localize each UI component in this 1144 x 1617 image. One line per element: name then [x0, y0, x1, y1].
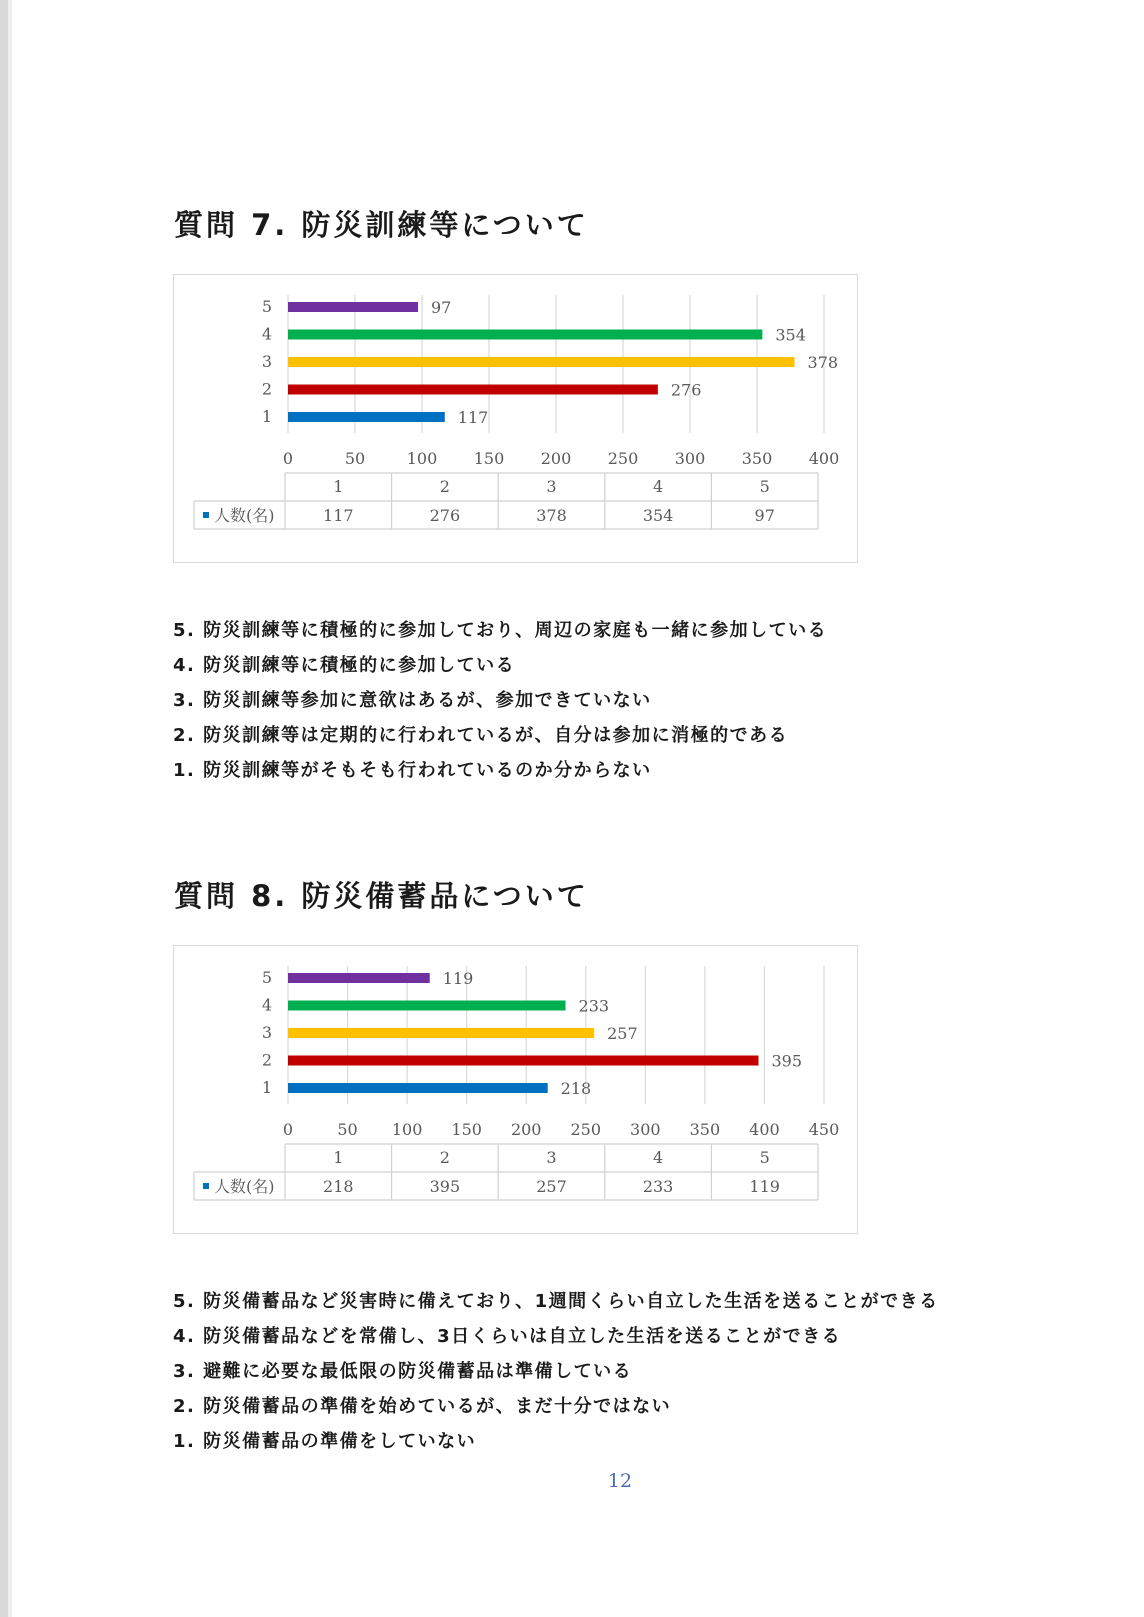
bar	[288, 385, 658, 395]
table-value-cell: 233	[642, 1177, 674, 1196]
data-label: 218	[560, 1079, 592, 1098]
question-8-chart	[173, 945, 858, 1234]
legend-label: 人数(名)	[214, 1177, 275, 1196]
question-7-option-4: 4. 防災訓練等に積極的に参加している	[173, 655, 516, 676]
page-left-edge-shadow	[8, 0, 12, 1617]
question-7-option-2: 2. 防災訓練等は定期的に行われているが、自分は参加に消極的である	[173, 725, 789, 746]
table-header-cell: 5	[759, 477, 770, 496]
page-left-edge	[0, 0, 8, 1617]
x-tick-label: 250	[607, 449, 639, 468]
table-header-cell: 2	[439, 1148, 450, 1167]
table-value-cell: 218	[323, 1177, 354, 1196]
bar	[288, 1001, 566, 1011]
y-tick-label: 5	[261, 968, 272, 987]
page-number: 12	[607, 1470, 633, 1492]
question-8-option-4: 4. 防災備蓄品などを常備し、3日くらいは自立した生活を送ることができる	[173, 1326, 842, 1347]
table-value-cell: 378	[536, 506, 567, 525]
y-tick-label: 4	[261, 324, 272, 344]
y-tick-label: 2	[261, 1050, 272, 1070]
question-8-chart-svg	[174, 946, 857, 1233]
table-header-cell: 1	[333, 1148, 344, 1167]
bar	[288, 357, 795, 367]
question-7-title: 質問 7. 防災訓練等について	[174, 208, 589, 242]
y-tick-label: 1	[261, 407, 272, 426]
table-value-cell: 257	[536, 1177, 567, 1196]
y-tick-label: 3	[261, 352, 272, 371]
data-label: 257	[607, 1024, 638, 1043]
x-tick-label: 100	[406, 449, 438, 468]
data-label: 354	[775, 325, 806, 345]
bar	[288, 412, 445, 422]
y-tick-label: 1	[261, 1078, 272, 1097]
question-7-option-3: 3. 防災訓練等参加に意欲はあるが、参加できていない	[173, 690, 652, 711]
bar	[288, 330, 762, 340]
table-header-cell: 3	[546, 477, 557, 496]
data-label: 378	[807, 353, 839, 372]
bar	[288, 302, 418, 312]
x-tick-label: 50	[337, 1120, 358, 1139]
question-7-option-1: 1. 防災訓練等がそもそも行われているのか分からない	[173, 760, 652, 781]
y-tick-label: 3	[261, 1023, 272, 1042]
table-value-cell: 119	[749, 1177, 780, 1196]
x-tick-label: 200	[510, 1120, 542, 1139]
data-label: 119	[442, 969, 474, 988]
bar	[288, 973, 430, 983]
x-tick-label: 200	[540, 449, 572, 468]
x-tick-label: 150	[473, 449, 505, 468]
question-8-option-5: 5. 防災備蓄品など災害時に備えており、1週間くらい自立した生活を送ることができる	[173, 1291, 939, 1312]
question-8-option-3: 3. 避難に必要な最低限の防災備蓄品は準備している	[173, 1361, 633, 1382]
x-tick-label: 0	[282, 1120, 294, 1139]
bar	[288, 1056, 758, 1066]
bar	[288, 1083, 548, 1093]
x-tick-label: 300	[630, 1120, 661, 1139]
y-tick-label: 5	[261, 297, 272, 316]
data-label: 233	[578, 996, 610, 1016]
data-label: 97	[430, 298, 452, 317]
table-value-cell: 117	[323, 506, 354, 525]
table-header-cell: 4	[653, 1148, 664, 1167]
table-value-cell: 395	[429, 1177, 461, 1196]
question-7-options	[173, 613, 827, 788]
table-value-cell: 276	[429, 506, 461, 525]
legend-marker	[203, 1183, 209, 1189]
x-tick-label: 350	[741, 449, 773, 468]
data-label: 276	[670, 380, 702, 400]
question-8-options	[173, 1284, 939, 1459]
y-tick-label: 2	[261, 379, 272, 399]
question-8-option-1: 1. 防災備蓄品の準備をしていない	[173, 1431, 477, 1452]
question-8-option-2: 2. 防災備蓄品の準備を始めているが、まだ十分ではない	[173, 1396, 672, 1417]
table-header-cell: 5	[759, 1148, 770, 1167]
table-value-cell: 354	[642, 506, 674, 525]
x-tick-label: 0	[282, 449, 294, 468]
y-tick-label: 4	[261, 995, 272, 1015]
x-tick-label: 400	[808, 449, 840, 468]
x-tick-label: 450	[808, 1120, 840, 1139]
table-header-cell: 3	[546, 1148, 557, 1167]
legend-label: 人数(名)	[214, 506, 275, 525]
question-7-option-5: 5. 防災訓練等に積極的に参加しており、周辺の家庭も一緒に参加している	[173, 620, 828, 641]
x-tick-label: 100	[391, 1120, 423, 1139]
table-header-cell: 4	[653, 477, 664, 496]
x-tick-label: 250	[570, 1120, 602, 1139]
table-header-cell: 2	[439, 477, 450, 496]
question-7-chart-svg	[174, 275, 857, 562]
x-tick-label: 150	[451, 1120, 482, 1139]
data-label: 395	[771, 1051, 803, 1071]
data-label: 117	[457, 408, 489, 427]
x-tick-label: 300	[674, 449, 706, 468]
question-7-chart	[173, 274, 858, 563]
question-8-title: 質問 8. 防災備蓄品について	[174, 879, 589, 913]
table-value-cell: 97	[754, 506, 775, 525]
table-header-cell: 1	[333, 477, 344, 496]
bar	[288, 1028, 594, 1038]
x-tick-label: 400	[749, 1120, 780, 1139]
x-tick-label: 50	[344, 449, 366, 468]
x-tick-label: 350	[689, 1120, 721, 1139]
legend-marker	[203, 512, 209, 518]
